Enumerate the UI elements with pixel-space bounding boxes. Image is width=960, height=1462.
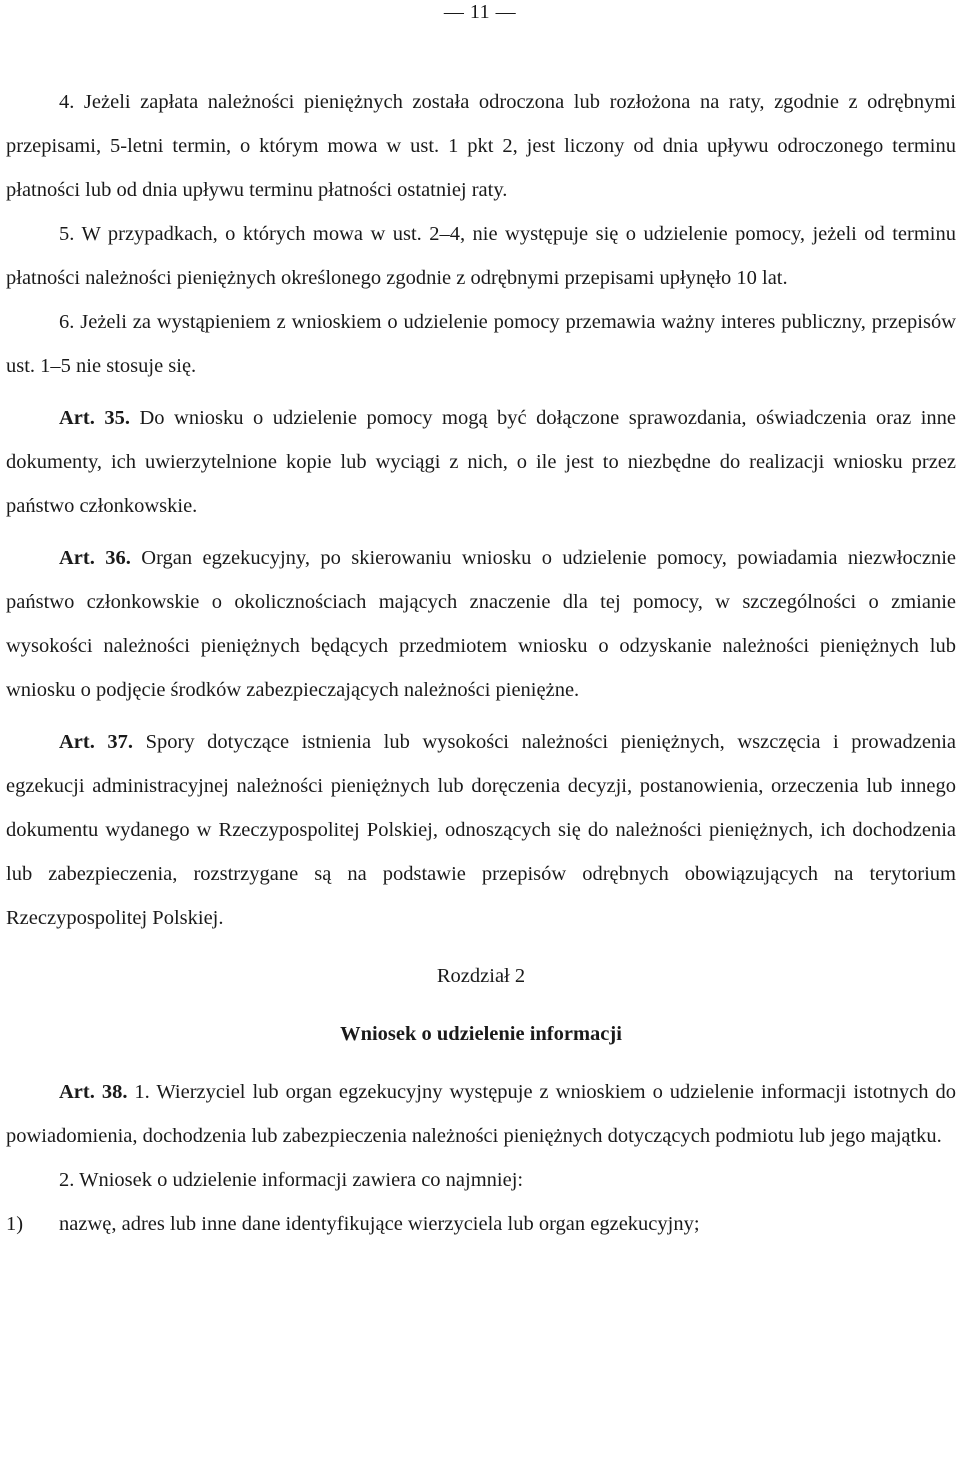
article-35-label: Art. 35. <box>59 407 130 429</box>
paragraph-6: 6. Jeżeli za wystąpieniem z wnioskiem o udzielenie pomocy przemawia ważny interes publiczny, przepisów ust. 1–5 nie stosuje się. <box>6 311 956 377</box>
article-38-paragraph-2: 2. Wniosek o udzielenie informacji zawiera co najmniej: <box>59 1169 524 1191</box>
article-38-label: Art. 38. <box>59 1081 128 1103</box>
paragraph-4: 4. Jeżeli zapłata należności pieniężnych została odroczona lub rozłożona na raty, zgodnie z odrębnymi przepisami, 5-letni termin, o którym mowa w ust. 1 pkt 2, jest liczony od dnia upływu odroczonego terminu płatności lub od dnia upływu terminu płatności ostatniej raty. <box>6 91 956 201</box>
article-37-label: Art. 37. <box>59 731 134 753</box>
article-36-label: Art. 36. <box>59 547 131 569</box>
list-item <box>6 1202 956 1246</box>
article-37 <box>6 720 956 940</box>
document-body <box>6 80 956 1246</box>
paragraph-5: 5. W przypadkach, o których mowa w ust. 2–4, nie występuje się o udzielenie pomocy, jeżeli od terminu płatności należności pieniężnych określonego zgodnie z odrębnymi przepisami upłynęło 10 lat. <box>6 223 956 289</box>
chapter-number: Rozdział 2 <box>436 965 526 987</box>
article-35-text: Do wniosku o udzielenie pomocy mogą być dołączone sprawozdania, oświadczenia oraz inne dokumenty, ich uwierzytelnione kopie lub wyciągi z nich, o ile jest to niezbędne do realizacji wniosku przez państwo członkowskie. <box>6 407 957 517</box>
page-number: — 11 — <box>443 1 517 23</box>
article-38-paragraph-1 <box>6 1070 956 1158</box>
list-item-text: nazwę, adres lub inne dane identyfikujące wierzyciela lub organ egzekucyjny; <box>59 1213 700 1235</box>
article-38-p1-text: 1. Wierzyciel lub organ egzekucyjny występuje z wnioskiem o udzielenie informacji istotnych do powiadomienia, dochodzenia lub zabezpieczenia należności pieniężnych dotyczących podmiotu lub jego majątku. <box>6 1081 956 1147</box>
list-item-marker: 1) <box>6 1213 24 1235</box>
article-35 <box>6 396 956 528</box>
chapter-title: Wniosek o udzielenie informacji <box>340 1023 622 1045</box>
article-36 <box>6 536 956 712</box>
article-37-text: Spory dotyczące istnienia lub wysokości należności pieniężnych, wszczęcia i prowadzenia egzekucji administracyjnej należności pieniężnych lub doręczenia decyzji, postanowienia, orzeczenia lub innego dokumentu wydanego w Rzeczypospolitej Polskiej, odnoszących się do należności pieniężnych, ich dochodzenia lub zabezpieczenia, rozstrzygane są na podstawie przepisów odrębnych obowiązujących na terytorium Rzeczypospolitej Polskiej. <box>6 731 956 929</box>
article-36-text: Organ egzekucyjny, po skierowaniu wniosku o udzielenie pomocy, powiadamia niezwłocznie państwo członkowskie o okolicznościach mających znaczenie dla tej pomocy, w szczególności o zmianie wysokości należności pieniężnych będących przedmiotem wniosku o odzyskanie należności pieniężnych lub wniosku o podjęcie środków zabezpieczających należności pieniężne. <box>6 547 956 701</box>
